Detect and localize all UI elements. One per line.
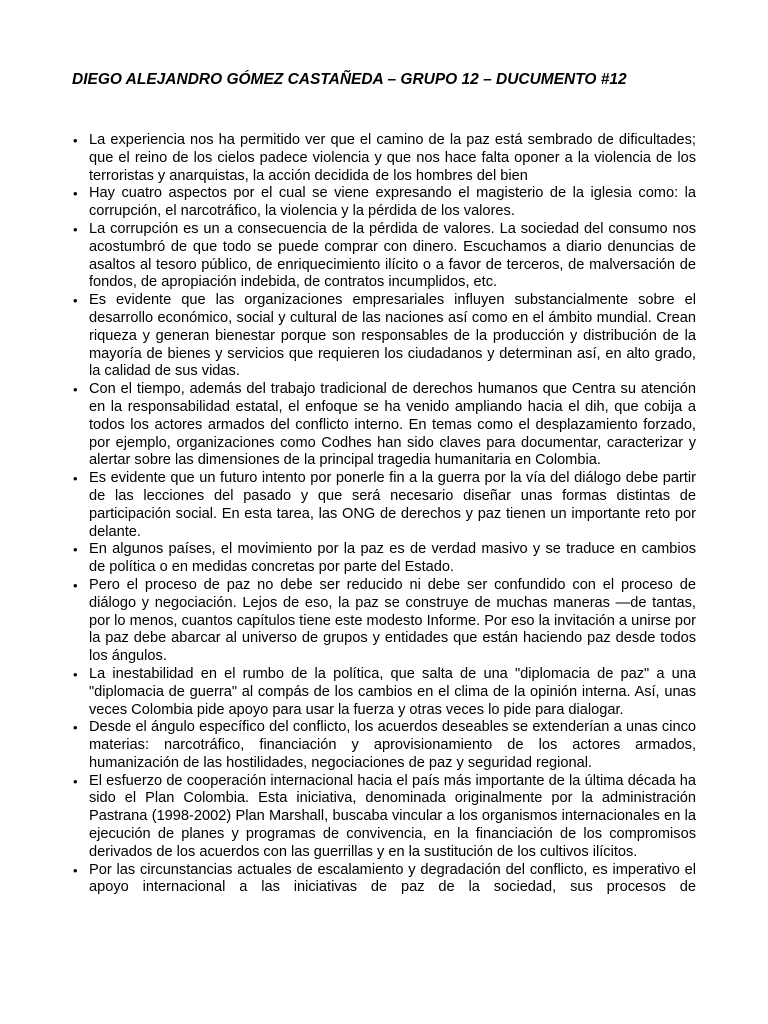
- list-item: [72, 470, 696, 541]
- paragraph-text: El esfuerzo de cooperación internacional hacia el país más importante de la última década ha sido el Plan Colombia. Esta iniciativa, denominada originalmente por la administración Pastrana (1998-2002) Plan Marshall, buscaba vincular a los organismos internacionales en la ejecución de planes y programas de convivencia, en la financiación de los compromisos derivados de los acuerdos con las guerrillas y en la sustitución de los cultivos ilícitos.: [89, 772, 696, 860]
- bullet-icon: •: [73, 186, 78, 202]
- bullet-icon: •: [73, 221, 78, 237]
- paragraph-text: En algunos países, el movimiento por la paz es de verdad masivo y se traduce en cambios de política o en medidas concretas por parte del Estado.: [89, 541, 696, 576]
- paragraph-text: Es evidente que las organizaciones empresariales influyen substancialmente sobre el desarrollo económico, social y cultural de las naciones así como en el ámbito mundial. Crean riqueza y generan bienestar porque son responsables de la producción y distribución de la mayoría de bienes y servicios que requieren los ciudadanos y determinan así, en alto grado, la calidad de sus vidas.: [89, 292, 696, 380]
- list-item: [72, 773, 696, 862]
- bullet-icon: •: [73, 720, 78, 736]
- paragraph-text: Pero el proceso de paz no debe ser reducido ni debe ser confundido con el proceso de diálogo y negociación. Lejos de eso, la paz se construye de muchas maneras —de tantas, por lo menos, cuantos capítulos tiene este modesto Informe. Por eso la invitación a unirse por la paz debe abarcar al universo de grupos y entidades que están haciendo paz desde todos los ángulos.: [89, 576, 696, 665]
- paragraph-text: Es evidente que un futuro intento por ponerle fin a la guerra por la vía del diálogo debe partir de las lecciones del pasado y que será necesario diseñar unas formas distintas de participación social. En esta tarea, las ONG de derechos y paz tienen un importante reto por delante.: [89, 470, 696, 540]
- bullet-icon: •: [73, 542, 78, 558]
- paragraph-text: La experiencia nos ha permitido ver que el camino de la paz está sembrado de dificultades; que el reino de los cielos padece violencia y que nos hace falta oponer a la violencia de los terroristas y anarquistas, la acción decidida de los hombres del bien: [89, 132, 696, 184]
- list-item: [72, 381, 696, 470]
- list-item: [72, 862, 696, 898]
- bullet-icon: •: [73, 666, 78, 682]
- list-item: [72, 292, 696, 381]
- bullet-icon: •: [73, 773, 78, 789]
- list-item: [72, 577, 696, 666]
- bullet-icon: •: [73, 293, 78, 309]
- paragraph-text: La corrupción es un a consecuencia de la pérdida de valores. La sociedad del consumo nos acostumbró de que todo se puede comprar con dinero. Escuchamos a diario denuncias de asaltos al tesoro público, de enriquecimiento ilícito o a favor de terceros, de malversación de fondos, de apropiación indebida, de contratos incumplidos, etc.: [89, 220, 696, 291]
- paragraph-text: La inestabilidad en el rumbo de la política, que salta de una "diplomacia de paz" a una "diplomacia de guerra" al compás de los cambios en el clima de la opinión interna. Así, unas veces Colombia pide apoyo para usar la fuerza y otras veces lo pide para dialogar.: [89, 665, 696, 718]
- bullet-icon: •: [73, 382, 78, 398]
- bullet-icon: •: [73, 862, 78, 878]
- bullet-icon: •: [73, 471, 78, 487]
- list-item: [72, 719, 696, 772]
- list-item: [72, 185, 696, 221]
- paragraph-text: Hay cuatro aspectos por el cual se viene expresando el magisterio de la iglesia como: la corrupción, el narcotráfico, la violencia y la pérdida de los valores.: [89, 185, 696, 220]
- list-item: [72, 666, 696, 719]
- bullet-list: [72, 132, 696, 897]
- list-item: [72, 132, 696, 185]
- bullet-icon: •: [73, 577, 78, 593]
- bullet-icon: •: [73, 133, 78, 148]
- document-title: DIEGO ALEJANDRO GÓMEZ CASTAÑEDA – GRUPO 12 – DUCUMENTO #12: [72, 71, 627, 88]
- paragraph-text: Desde el ángulo específico del conflicto, los acuerdos deseables se extenderían a unas cinco materias: narcotráfico, financiación y aprovisionamiento de los actores armados, humanización de las hostilidades, negociaciones de paz y seguridad regional.: [89, 719, 696, 771]
- list-item: [72, 541, 696, 577]
- paragraph-text: Por las circunstancias actuales de escalamiento y degradación del conflicto, es imperativo el apoyo internacional a las iniciativas de paz de la sociedad, sus procesos de: [89, 861, 696, 896]
- paragraph-text: Con el tiempo, además del trabajo tradicional de derechos humanos que Centra su atención en la responsabilidad estatal, el enfoque se ha venido ampliando hacia el dih, que cobija a todos los actores armados del conflicto interno. En temas como el desplazamiento forzado, por ejemplo, organizaciones como Codhes han sido claves para documentar, caracterizar y alertar sobre las dimensiones de la principal tragedia humanitaria en Colombia.: [89, 381, 696, 469]
- list-item: [72, 221, 696, 292]
